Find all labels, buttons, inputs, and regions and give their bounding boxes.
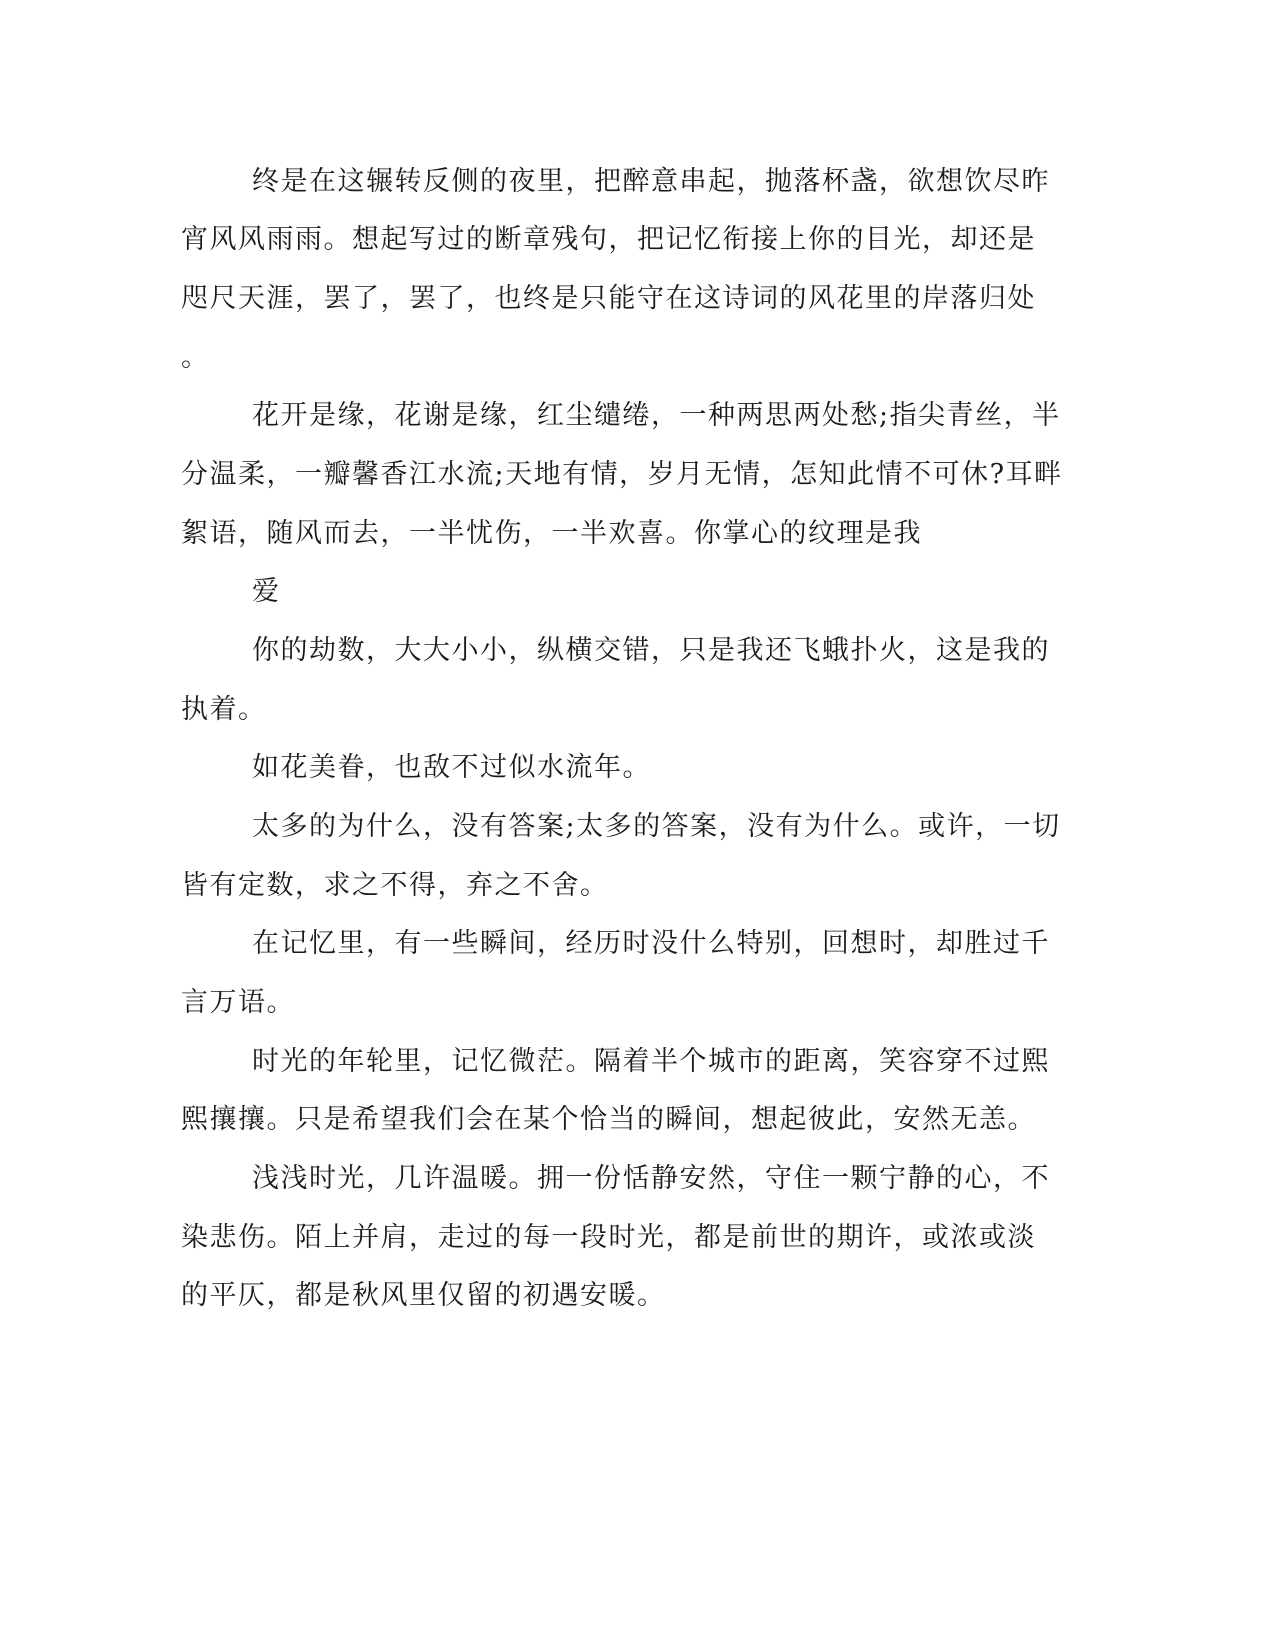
text-line: 如花美眷，也敌不过似水流年。 bbox=[252, 752, 651, 783]
text-line: 言万语。 bbox=[181, 987, 295, 1018]
text-line: 太多的为什么，没有答案;太多的答案，没有为什么。或许，一切 bbox=[252, 811, 1061, 842]
text-line: 皆有定数，求之不得，弃之不舍。 bbox=[181, 870, 609, 901]
text-line: 终是在这辗转反侧的夜里，把醉意串起，抛落杯盏，欲想饮尽昨 bbox=[252, 166, 1050, 197]
text-line: 咫尺天涯，罢了，罢了，也终是只能守在这诗词的风花里的岸落归处 bbox=[181, 283, 1036, 314]
text-line: 花开是缘，花谢是缘，红尘缱绻，一种两思两处愁;指尖青丝，半 bbox=[252, 400, 1061, 431]
text-line: 分温柔，一瓣馨香江水流;天地有情，岁月无情，怎知此情不可休?耳畔 bbox=[181, 459, 1063, 490]
text-line: 絮语，随风而去，一半忧伤，一半欢喜。你掌心的纹理是我 bbox=[181, 518, 922, 549]
text-line: 染悲伤。陌上并肩，走过的每一段时光，都是前世的期许，或浓或淡 bbox=[181, 1222, 1036, 1253]
text-line: 。 bbox=[181, 342, 210, 373]
text-line: 时光的年轮里，记忆微茫。隔着半个城市的距离，笑容穿不过熙 bbox=[252, 1046, 1050, 1077]
text-line: 执着。 bbox=[181, 694, 267, 725]
text-line: 的平仄，都是秋风里仅留的初遇安暖。 bbox=[181, 1280, 666, 1311]
text-line: 熙攘攘。只是希望我们会在某个恰当的瞬间，想起彼此，安然无恙。 bbox=[181, 1104, 1036, 1135]
text-line: 你的劫数，大大小小，纵横交错，只是我还飞蛾扑火，这是我的 bbox=[252, 635, 1050, 666]
text-line: 在记忆里，有一些瞬间，经历时没什么特别，回想时，却胜过千 bbox=[252, 928, 1050, 959]
text-line: 宵风风雨雨。想起写过的断章残句，把记忆衔接上你的目光，却还是 bbox=[181, 224, 1036, 255]
text-line: 爱 bbox=[252, 576, 281, 607]
text-line: 浅浅时光，几许温暖。拥一份恬静安然，守住一颗宁静的心，不 bbox=[252, 1163, 1050, 1194]
